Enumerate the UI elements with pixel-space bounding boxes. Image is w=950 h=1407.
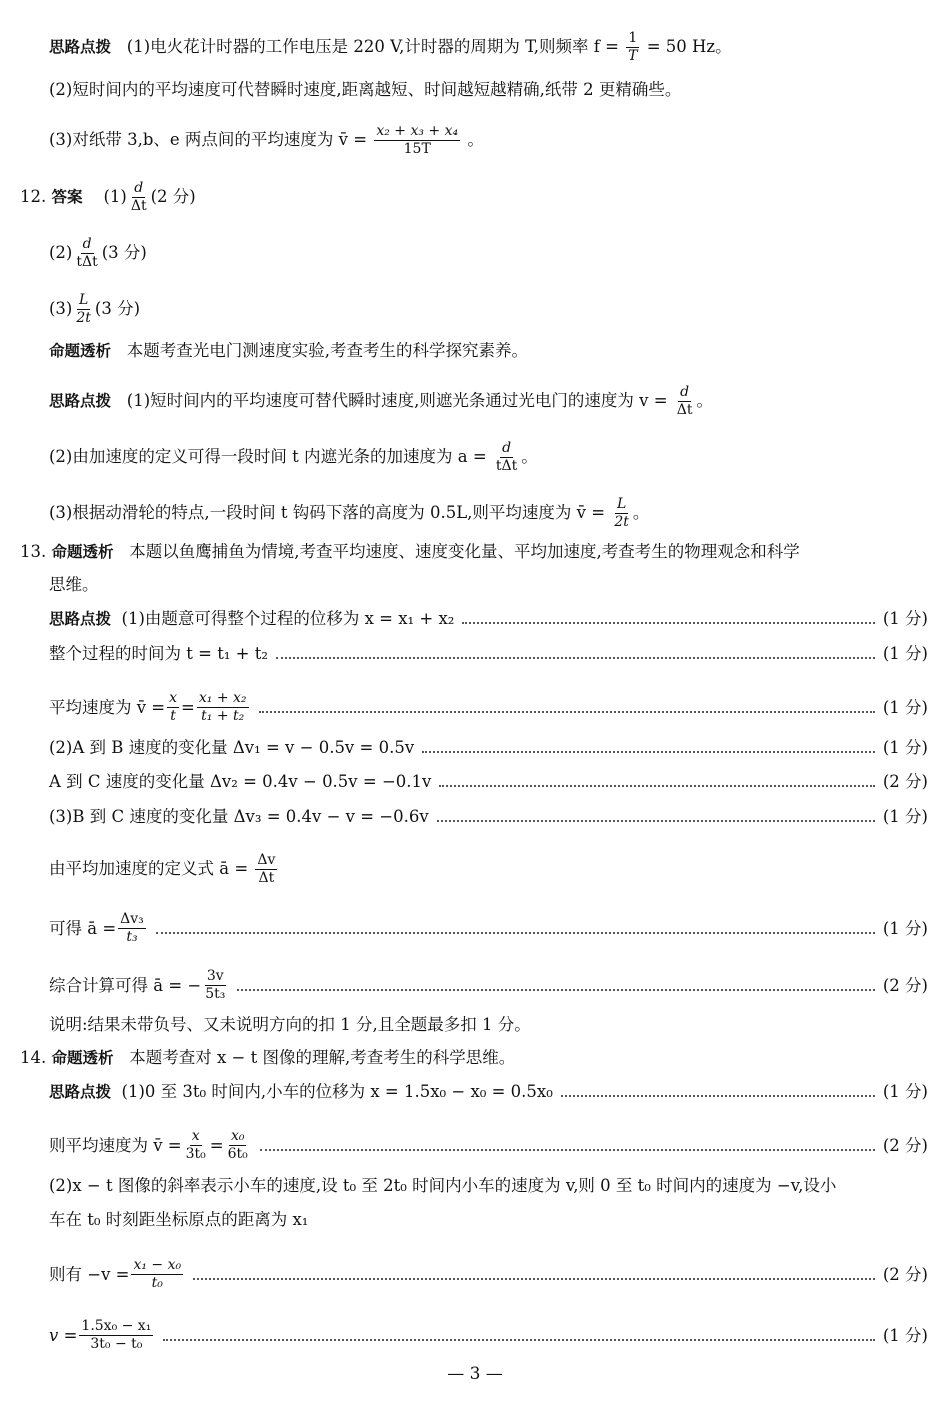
hint-label: 思路点拨 [49, 610, 112, 628]
q11-hint-2: (2)短时间内的平均速度可代替瞬时速度,距离越短、时间越短越精确,纸带 2 更精确些。 [49, 80, 682, 99]
hint-label: 思路点拨 [49, 38, 112, 56]
fraction: $\frac{\Delta v}{\Delta t}$ [257, 852, 276, 886]
analysis-label: 命题透析 [49, 342, 112, 360]
fraction: $\frac{3v}{\text{5t₃}}$ [205, 968, 226, 1002]
score: (1 分) [882, 644, 928, 663]
score: (1 分) [882, 1082, 928, 1101]
q13-analysis: 13. 命题透析 本题以鱼鹰捕鱼为情境,考查平均速度、速度变化量、平均加速度,考查考生的物理观念和科学 [20, 542, 800, 561]
fraction: d tΔt [76, 236, 98, 270]
dot-leader [437, 820, 875, 822]
page-number: — 3 — [447, 1364, 503, 1384]
q13-step-7: 由平均加速度的定义式 ā = $\frac{\Delta v}{\Delta t}$ [49, 852, 276, 886]
q13-step-9: 综合计算可得 ā = − $\frac{3v}{\text{5t₃}}$ (2 分) [49, 968, 928, 1002]
score: (1 分) [882, 609, 928, 628]
analysis-label: 命题透析 [51, 1049, 114, 1067]
fraction: $\frac{\text{Δv₃}}{\text{t₃}}$ [120, 911, 144, 945]
q14-analysis: 14. 命题透析 本题考查对 x − t 图像的理解,考查考生的科学思维。 [20, 1048, 516, 1067]
fraction: $\frac{d}{\Delta t}$ [130, 180, 147, 214]
q14-step-3: 则有 −v = $\frac{\text{x₁ − x₀}}{\text{t₀}}$ (2 分) [49, 1257, 928, 1291]
fraction: $\frac{\text{1.5x₀ − x₁}}{\text{3t₀ − t₀}}$ [81, 1318, 152, 1352]
fraction: $\frac{\text{x₁ + x₂}}{\text{t₁ + t₂}}$ [198, 690, 247, 724]
q14-step-1: 思路点拨 (1)0 至 3t₀ 时间内,小车的位移为 x = 1.5x₀ − x₀ = 0.5x₀ (1 分) [49, 1082, 928, 1101]
analysis-label: 命题透析 [51, 543, 114, 561]
q12-hint-3: (3)根据动滑轮的特点,一段时间 t 钩码下落的高度为 0.5L,则平均速度为 v̄ = $\frac{L}{2t}$ 。 [49, 496, 650, 530]
q13-step-8: 可得 ā = $\frac{\text{Δv₃}}{\text{t₃}}$ (1 分) [49, 911, 928, 945]
fraction: $\frac{\text{x₀}}{\text{6t₀}}$ [227, 1128, 248, 1162]
q13-step-6: (3)B 到 C 速度的变化量 Δv₃ = 0.4v − v = −0.6v (1 分) [49, 807, 928, 826]
hint-label: 思路点拨 [49, 1083, 112, 1101]
answer-label: 答案 [51, 188, 83, 206]
score: (2 分) [882, 1264, 928, 1284]
q12-answer-1: 12. 答案 (1) $\frac{d}{\Delta t}$ (2 分) [20, 180, 196, 214]
fraction: $\frac{L}{2t}$ [614, 496, 629, 530]
q13-step-5: A 到 C 速度的变化量 Δv₂ = 0.4v − 0.5v = −0.1v (2 分) [49, 772, 928, 791]
q12-analysis: 命题透析 本题考查光电门测速度实验,考查考生的科学探究素养。 [49, 341, 529, 360]
q12-answer-3: (3) $\frac{L}{2t}$ (3 分) [49, 292, 141, 326]
question-number: 13. [20, 542, 47, 561]
q13-step-4: (2)A 到 B 速度的变化量 Δv₁ = v − 0.5v = 0.5v (1 分) [49, 738, 928, 757]
dot-leader [259, 711, 875, 713]
score: (2 分) [882, 772, 928, 791]
q14-step-4: v = $\frac{\text{1.5x₀ − x₁}}{\text{3t₀ − t₀}}$ (1 分) [49, 1318, 928, 1352]
question-number: 12. [20, 187, 47, 206]
q13-note: 说明:结果未带负号、又未说明方向的扣 1 分,且全题最多扣 1 分。 [49, 1015, 531, 1034]
fraction: $\frac{1}{T}$ [628, 30, 638, 64]
dot-leader [439, 785, 875, 787]
score: (2 分) [882, 1135, 928, 1155]
q13-analysis-cont: 思维。 [49, 575, 99, 594]
q13-step-1: 思路点拨 (1)由题意可得整个过程的位移为 x = x₁ + x₂ (1 分) [49, 609, 928, 628]
q14-para-2: 车在 t₀ 时刻距坐标原点的距离为 x₁ [49, 1210, 309, 1229]
q11-hint-1: 思路点拨 (1)电火花计时器的工作电压是 220 V,计时器的周期为 T,则频率 f = $\frac{1}{T}$ = 50 Hz。 [49, 30, 732, 64]
question-number: 14. [20, 1048, 47, 1067]
score: (1 分) [882, 1325, 928, 1345]
score: (1 分) [882, 738, 928, 757]
score: (1 分) [882, 807, 928, 826]
dot-leader [193, 1278, 875, 1280]
q12-answer-2: (2) d tΔt (3 分) [49, 236, 147, 270]
fraction: $\frac{x}{t}$ [169, 690, 178, 724]
dot-leader [561, 1095, 875, 1097]
dot-leader [422, 751, 875, 753]
fraction: $\frac{\text{x₂ + x₃ + x₄}}{15T}$ [376, 123, 459, 157]
fraction: $\frac{L}{2t}$ [76, 292, 91, 326]
q13-step-3: 平均速度为 v̄ = $\frac{x}{t}$ = $\frac{\text{x₁ + x₂}}{\text{t₁ + t₂}}$ (1 分) [49, 690, 928, 724]
hint-label: 思路点拨 [49, 392, 112, 410]
dot-leader [163, 1339, 875, 1341]
fraction: $\frac{\text{x₁ − x₀}}{\text{t₀}}$ [133, 1257, 182, 1291]
score: (2 分) [882, 975, 928, 995]
dot-leader [156, 932, 875, 934]
q14-para-1: (2)x − t 图像的斜率表示小车的速度,设 t₀ 至 2t₀ 时间内小车的速度为 v,则 0 至 t₀ 时间内的速度为 −v,设小 [49, 1176, 837, 1195]
q12-hint-2: (2)由加速度的定义可得一段时间 t 内遮光条的加速度为 a = d tΔt 。 [49, 440, 538, 474]
q12-hint-1: 思路点拨 (1)短时间内的平均速度可替代瞬时速度,则遮光条通过光电门的速度为 v = $\frac{d}{\Delta t}$ 。 [49, 384, 714, 418]
q14-step-2: 则平均速度为 v̄ = $\frac{x}{\text{3t₀}}$ = $\frac{\text{x₀}}{\text{6t₀}}$ (2 分) [49, 1128, 928, 1162]
fraction: $\frac{d}{\Delta t}$ [676, 384, 693, 418]
score: (1 分) [882, 697, 928, 717]
dot-leader [276, 657, 875, 659]
dot-leader [260, 1149, 875, 1151]
dot-leader [462, 622, 874, 624]
q13-step-2: 整个过程的时间为 t = t₁ + t₂ (1 分) [49, 644, 928, 663]
fraction: $\frac{x}{\text{3t₀}}$ [185, 1128, 206, 1162]
q11-hint-3: (3)对纸带 3,b、e 两点间的平均速度为 v̄ = $\frac{\text{x₂ + x₃ + x₄}}{15T}$ 。 [49, 123, 484, 157]
dot-leader [237, 989, 874, 991]
score: (1 分) [882, 918, 928, 938]
fraction: d tΔt [495, 440, 518, 474]
